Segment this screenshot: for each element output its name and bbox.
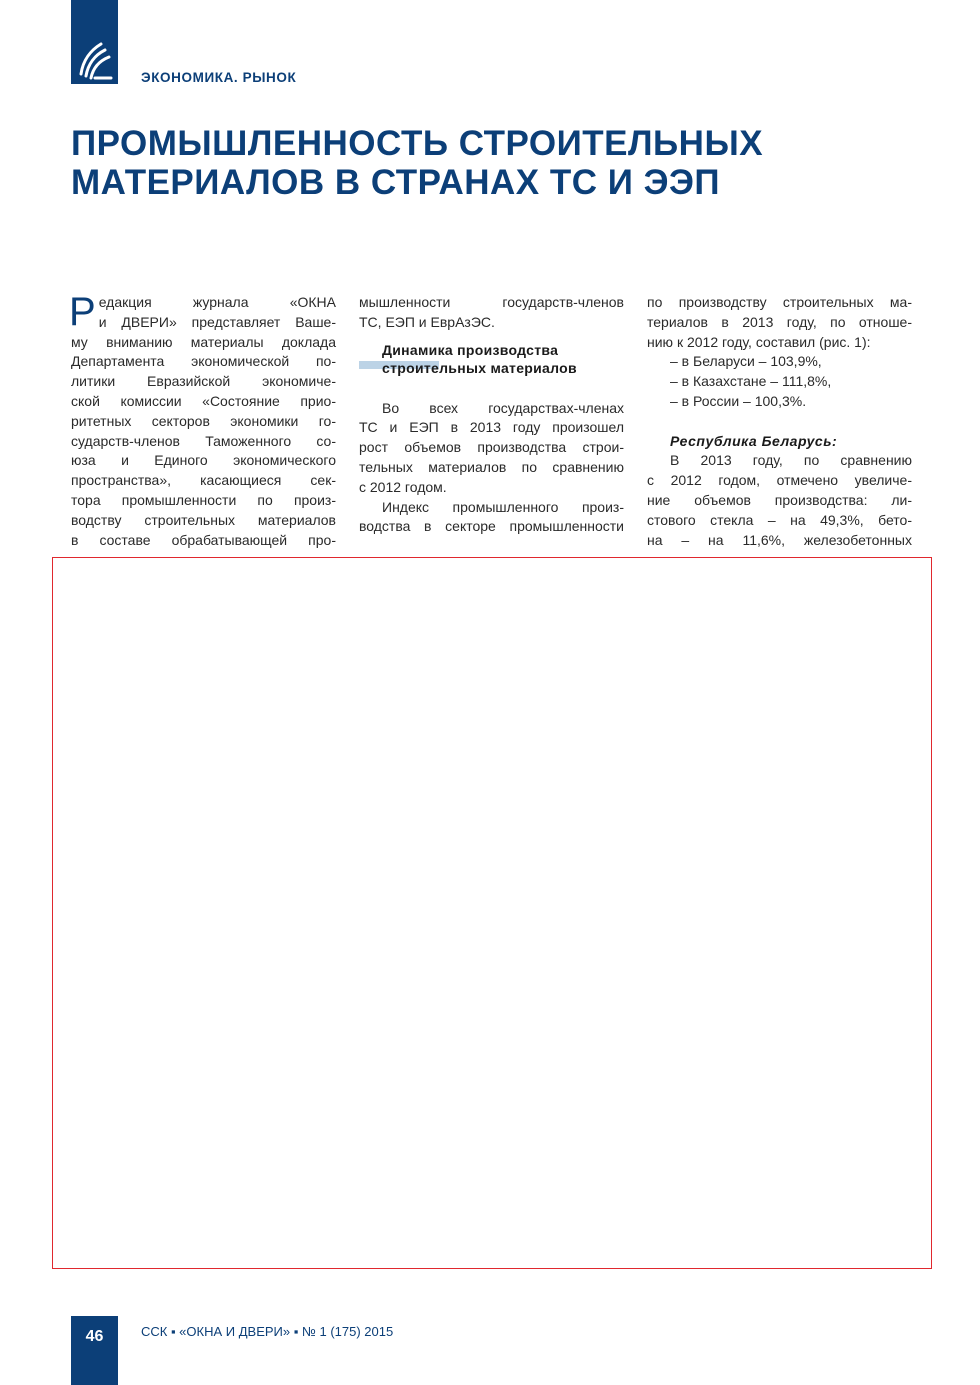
- text-line: Индекс промышленного произ-: [382, 498, 624, 515]
- text-line: в составе обрабатывающей про-: [71, 531, 336, 548]
- text-line: тора промышленности по произ-: [71, 491, 336, 508]
- text-line: рост объемов производства строи-: [359, 439, 624, 456]
- subheading-line: строительных материалов: [382, 359, 577, 376]
- text-line: с 2012 годом.: [359, 478, 447, 495]
- footer-bar: [71, 1316, 118, 1385]
- text-line: В 2013 году, по сравнению: [670, 452, 912, 469]
- text-line: литики Евразийской экономиче-: [71, 373, 336, 390]
- text-line: ритетных секторов экономики го-: [71, 412, 336, 429]
- header-bar: [71, 0, 118, 84]
- text-line: нию к 2012 году, составил (рис. 1):: [647, 333, 871, 350]
- text-line: водству строительных материалов: [71, 511, 336, 528]
- drop-cap: Р: [69, 290, 96, 334]
- list-item: – в Беларуси – 103,9%,: [670, 353, 822, 370]
- magazine-logo-icon: [77, 38, 113, 80]
- text-line: ТС, ЕЭП и ЕврАзЭС.: [359, 313, 495, 330]
- title-line: ПРОМЫШЛЕННОСТЬ СТРОИТЕЛЬНЫХ: [71, 124, 764, 163]
- text-line: тельных материалов по сравнению: [359, 458, 624, 475]
- subheading-line: Динамика производства: [382, 341, 559, 358]
- list-item: – в Казахстане – 111,8%,: [670, 373, 832, 390]
- footer-text: ССК ▪ «ОКНА И ДВЕРИ» ▪ № 1 (175) 2015: [141, 1324, 394, 1339]
- text-line: сударств-членов Таможенного со-: [71, 432, 336, 449]
- subheading: [359, 333, 624, 399]
- text-line: мышленности государств-членов: [359, 294, 624, 310]
- text-line: Департамента экономической по-: [71, 353, 336, 370]
- text-line: едакция журнала «ОКНА: [98, 294, 336, 310]
- section-label: ЭКОНОМИКА. РЫНОК: [141, 70, 297, 85]
- text-line: с 2012 годом, отмечено увеличе-: [647, 472, 912, 489]
- column-2: [359, 293, 624, 537]
- text-line: ние объемов производства: ли-: [647, 491, 912, 508]
- text-line: пространства», касающиеся сек-: [71, 472, 336, 489]
- list-item: – в России – 100,3%.: [670, 392, 807, 409]
- column-1: [69, 290, 336, 550]
- redacted-region: [52, 557, 932, 1269]
- text-line: ТС и ЕЭП в 2013 году произошел: [359, 419, 624, 436]
- column-3: [647, 293, 912, 550]
- title-line: МАТЕРИАЛОВ В СТРАНАХ ТС И ЭЭП: [71, 163, 721, 202]
- text-line: юза и Единого экономического: [71, 452, 336, 469]
- article-title: [71, 124, 763, 202]
- text-line: на – на 11,6%, железобетонных: [647, 531, 912, 548]
- text-line: териалов в 2013 году, по отноше-: [647, 313, 912, 330]
- text-line: му вниманию материалы доклада: [71, 333, 336, 350]
- text-line: по производству строительных ма-: [647, 294, 912, 310]
- text-line: ской комиссии «Состояние прио-: [71, 392, 336, 409]
- text-line: и ДВЕРИ» представляет Ваше-: [98, 313, 336, 330]
- subheading: Республика Беларусь:: [670, 432, 838, 449]
- text-line: Во всех государствах-членах: [382, 399, 624, 416]
- text-line: стового стекла – на 49,3%, бето-: [647, 511, 912, 528]
- text-line: водства в секторе промышленности: [359, 518, 624, 535]
- page-number: 46: [85, 1328, 104, 1345]
